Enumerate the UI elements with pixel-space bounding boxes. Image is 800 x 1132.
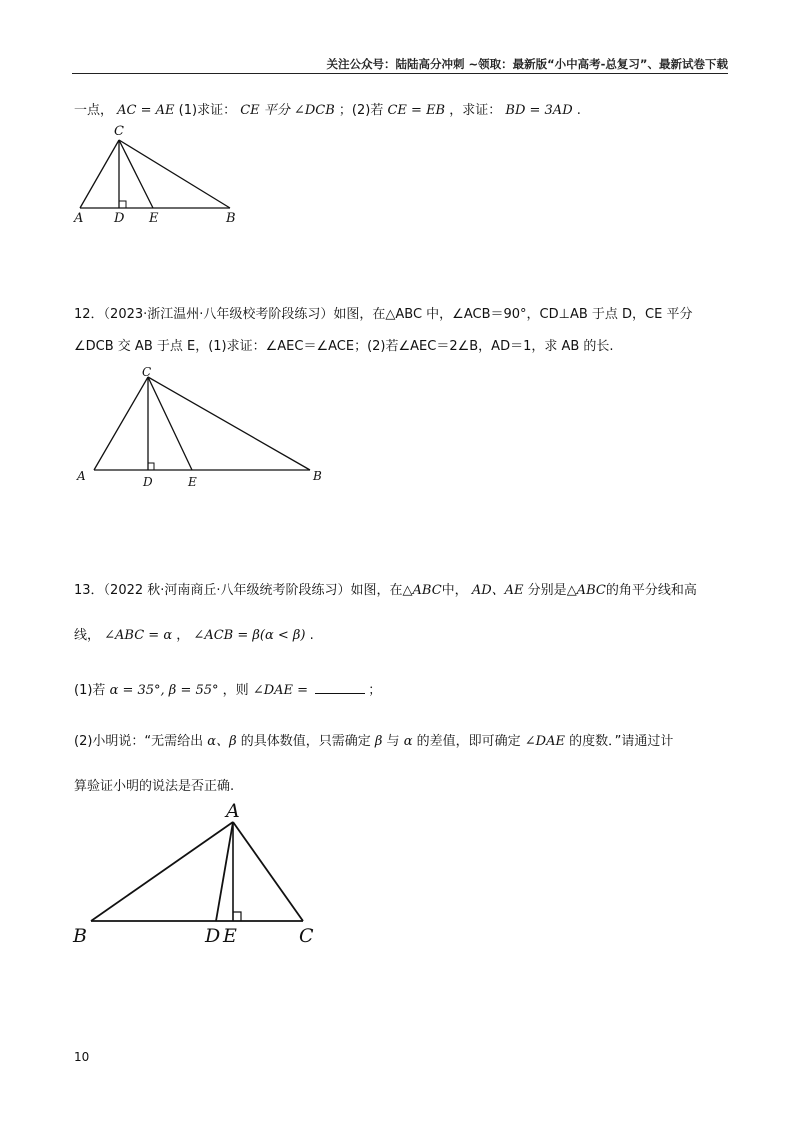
q13-triangle-abc-2: △ABC [566,583,606,598]
q13-in: 中， [441,583,468,598]
q13-part1-then: ，则 [222,683,249,698]
q13-part2-alpha-beta: α、β [207,734,237,749]
q12-label-e: E [188,475,197,489]
q13-comma: ， [176,628,190,643]
q13-part1-label: (1)若 [74,683,106,698]
q13-part2-degree: 的度数．”请通过计 [569,734,674,749]
q13-angle-acb: ∠ACB = β(α < β) [193,628,306,643]
q13-angle-abc: ∠ABC = α [104,628,173,643]
q12-figure [70,360,340,495]
q13-respectively: 分别是 [527,583,567,598]
q12-side-ac [94,377,148,470]
q11-side-ac [80,140,119,208]
q13-part2-angle-dae: ∠DAE [524,734,565,749]
q11-label-a: A [74,211,84,226]
q13-line-1 [74,579,697,598]
q13-part2-intro: (2)小明说：“无需给出 [74,734,204,749]
q13-period: . [309,628,314,643]
q11-label-e: E [149,211,159,226]
q13-part2-determine: 的差值，即可确定 [416,734,521,749]
q13-part-2-line-2: 算验证小明的说法是否正确. [74,779,235,794]
q13-triangle-abc: △ABC [402,583,442,598]
q11-figure [60,120,260,230]
q11-label-c: C [114,124,124,139]
q11-end: . [576,103,581,118]
q12-side-cb [148,377,310,470]
q12-label-d: D [143,475,153,489]
q13-figure [70,800,340,950]
q13-part1-angle-dae: ∠DAE = [252,683,309,698]
page-number: 10 [74,1050,90,1064]
q11-right-angle-mark [119,201,126,208]
header-divider [72,73,728,74]
q12-label-a: A [77,469,86,483]
q13-label-c: C [299,925,314,947]
q11-statement [74,99,581,118]
q12-line-1: 12．（2023·浙江温州·八年级校考阶段练习）如图，在△ABC 中，∠ACB＝90°，CD⊥AB 于点 D，CE 平分 [74,307,693,322]
q13-part2-alpha: α [403,734,413,749]
q13-part2-beta: β [374,734,383,749]
q11-label-d: D [114,211,125,226]
q11-part1-label: (1)求证： [178,103,237,118]
q13-part2-with: 与 [386,734,400,749]
q13-part1-values: α = 35°, β = 55° [109,683,219,698]
q11-part2-label: ，求证： [449,103,502,118]
q13-bisector-altitude: 的角平分线和高 [605,583,697,598]
q12-right-angle-mark [148,463,154,470]
q13-part2-text: 的具体数值，只需确定 [240,734,371,749]
q12-line-2: ∠DCB 交 AB 于点 E，(1)求证：∠AEC＝∠ACE；(2)若∠AEC＝2∠B，AD＝1，求 AB 的长. [74,339,614,354]
q13-label-e: E [223,925,237,947]
q13-line-2 [74,624,314,643]
q13-part-1 [74,679,381,698]
q13-side-ac [233,822,303,921]
q11-label-b: B [226,211,236,226]
q13-part-2 [74,730,673,749]
q11-condition-1: AC = AE [117,103,175,118]
q13-side-ab [91,822,233,921]
q12-label-c: C [142,365,152,379]
q11-statement-2: BD = 3AD [505,103,573,118]
q11-statement-1: CE 平分 ∠DCB [240,103,335,118]
q11-separator: ；(2)若 [338,103,384,118]
q12-label-b: B [313,469,322,483]
q13-right-angle-mark [233,912,241,921]
q13-part1-end: ； [368,683,382,698]
q11-lead: 一点， [74,103,114,118]
q13-answer-blank[interactable] [315,681,365,694]
q13-bisector-ad [216,822,233,921]
q12-segment-ce [148,377,192,470]
q13-ad-ae: AD、AE [471,583,524,598]
q11-condition-2: CE = EB [387,103,446,118]
q13-label-a: A [226,800,240,822]
page-header: 关注公众号：陆陆高分冲刺 ~领取：最新版“小中高考-总复习”、最新试卷下载 [326,57,728,71]
q13-line-word: 线， [74,628,101,643]
q13-label-d: D [205,925,221,947]
q13-intro: 13．（2022 秋·河南商丘·八年级统考阶段练习）如图，在 [74,583,403,598]
q13-label-b: B [73,925,87,947]
